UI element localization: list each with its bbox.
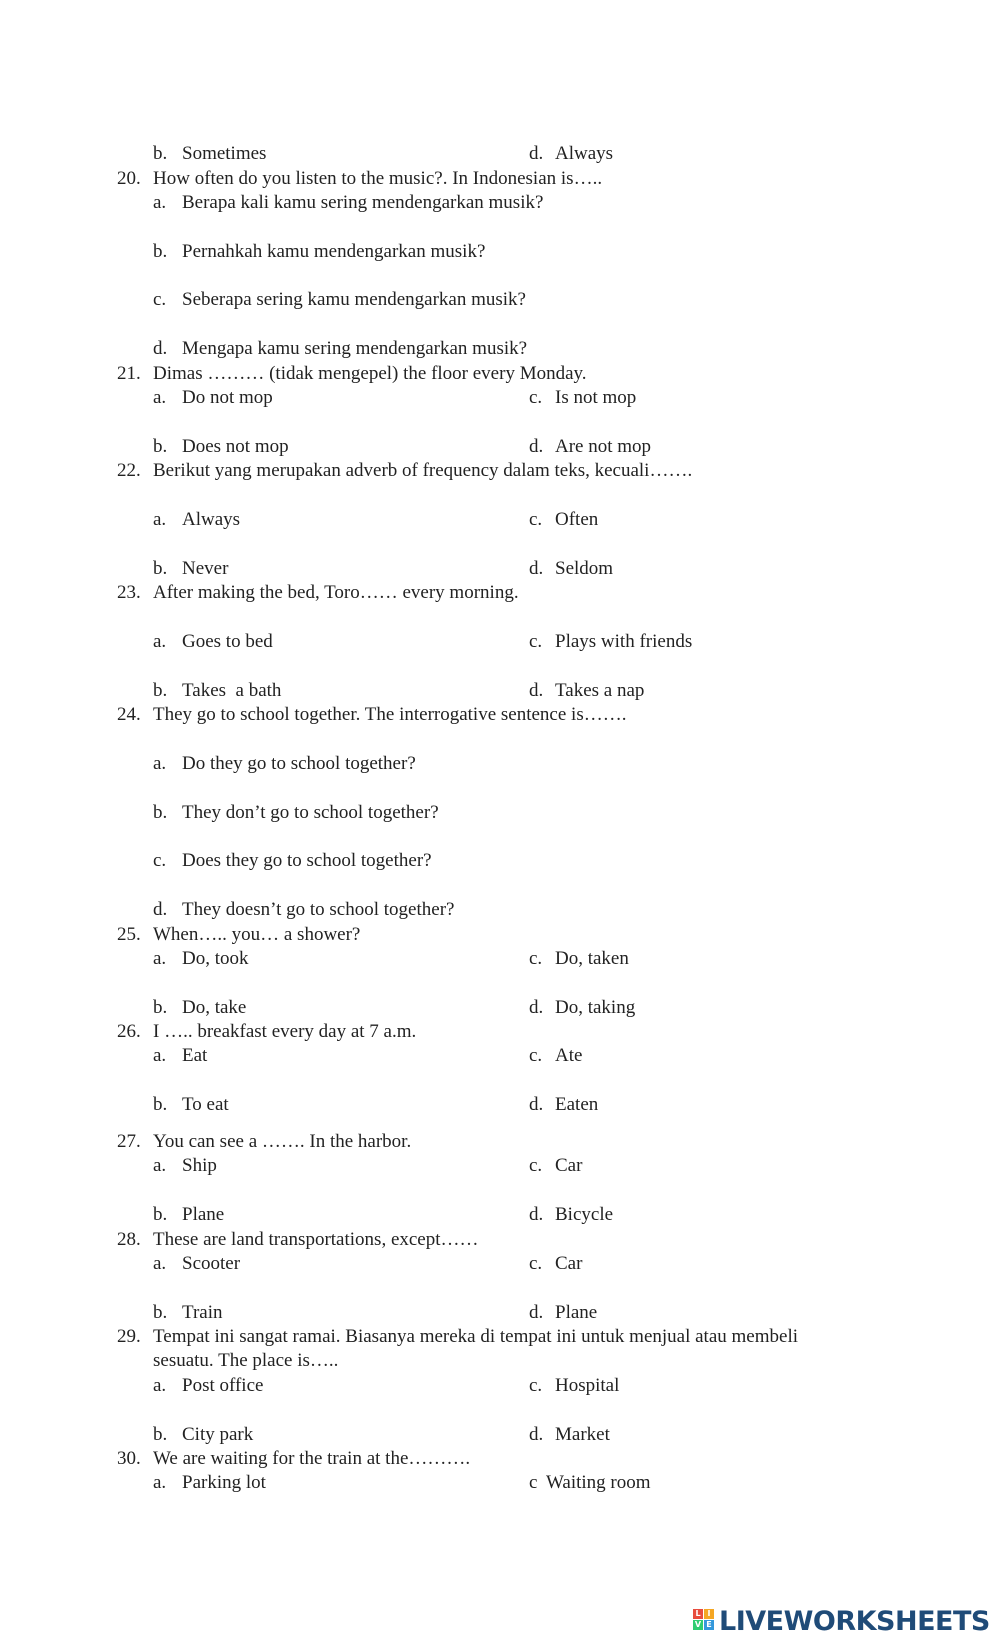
option-text: Do they go to school together? — [182, 753, 416, 774]
option-text: Parking lot — [182, 1472, 266, 1493]
option-text: Do, took — [182, 948, 249, 969]
option-text: Bicycle — [555, 1204, 614, 1225]
question-text: Tempat ini sangat ramai. Biasanya mereka di tempat ini untuk menjual atau membeli — [153, 1326, 798, 1347]
option-text: Train — [182, 1302, 223, 1323]
option-letter: b. — [153, 997, 168, 1018]
option-text: They doesn’t go to school together? — [182, 899, 455, 920]
option-text: Do, taken — [555, 948, 629, 969]
option-text: Do, taking — [555, 997, 636, 1018]
option-letter: b. — [153, 436, 168, 457]
option-text: Are not mop — [555, 436, 652, 457]
option-text: Berapa kali kamu sering mendengarkan musik? — [182, 192, 544, 213]
option-text: Never — [182, 558, 229, 579]
question-text: When….. you… a shower? — [153, 924, 361, 945]
question-number: 29. — [117, 1326, 141, 1347]
option-letter: a. — [153, 1253, 167, 1274]
option-text: Always — [555, 143, 614, 164]
option-text: Does not mop — [182, 436, 289, 457]
option-letter: b. — [153, 241, 168, 262]
question-number: 27. — [117, 1131, 141, 1152]
question-text: I ….. breakfast every day at 7 a.m. — [153, 1021, 417, 1042]
option-letter: a. — [153, 1472, 167, 1493]
question-number: 21. — [117, 363, 141, 384]
logo-mark-letter: I — [704, 1609, 714, 1619]
option-text: Car — [555, 1155, 583, 1176]
option-letter: a. — [153, 1375, 167, 1396]
question-number: 24. — [117, 704, 141, 725]
option-text: Ship — [182, 1155, 217, 1176]
option-letter: d. — [529, 680, 544, 701]
option-text: Eaten — [555, 1094, 599, 1115]
option-text: Car — [555, 1253, 583, 1274]
option-text: Pernahkah kamu mendengarkan musik? — [182, 241, 486, 262]
logo-mark-letter: E — [704, 1620, 714, 1630]
option-text: Plane — [182, 1204, 225, 1225]
option-text: Plane — [555, 1302, 598, 1323]
option-letter: d. — [529, 1094, 544, 1115]
option-text: Market — [555, 1424, 610, 1445]
option-letter: c. — [529, 1253, 543, 1274]
option-text: Is not mop — [555, 387, 637, 408]
option-letter: b. — [153, 143, 168, 164]
option-letter: d. — [529, 436, 544, 457]
option-letter: b. — [153, 1204, 168, 1225]
option-text: Always — [182, 509, 241, 530]
option-letter: b. — [153, 802, 168, 823]
option-letter: a. — [153, 192, 167, 213]
option-text: Often — [555, 509, 599, 530]
question-text: They go to school together. The interrogative sentence is……. — [153, 704, 627, 725]
option-letter: c — [529, 1472, 538, 1493]
option-letter: c. — [529, 1155, 543, 1176]
option-letter: b. — [153, 558, 168, 579]
question-number: 26. — [117, 1021, 141, 1042]
option-text: Eat — [182, 1045, 208, 1066]
option-letter: b. — [153, 1094, 168, 1115]
question-text: We are waiting for the train at the………. — [153, 1448, 471, 1469]
option-letter: c. — [529, 509, 543, 530]
option-text: Ate — [555, 1045, 583, 1066]
option-letter: d. — [529, 1302, 544, 1323]
option-text: Waiting room — [546, 1472, 651, 1493]
option-letter: c. — [529, 387, 543, 408]
option-text: Takes a bath — [182, 680, 282, 701]
option-text: Goes to bed — [182, 631, 273, 652]
question-text: Dimas ……… (tidak mengepel) the floor every Monday. — [153, 363, 587, 384]
option-letter: d. — [529, 558, 544, 579]
option-text: Seldom — [555, 558, 614, 579]
option-text: Do, take — [182, 997, 247, 1018]
logo-mark-icon — [693, 1609, 715, 1633]
option-letter: c. — [529, 631, 543, 652]
question-number: 30. — [117, 1448, 141, 1469]
question-text: You can see a ……. In the harbor. — [153, 1131, 412, 1152]
option-text: They don’t go to school together? — [182, 802, 439, 823]
option-letter: b. — [153, 680, 168, 701]
option-letter: a. — [153, 1155, 167, 1176]
option-letter: c. — [529, 1375, 543, 1396]
option-letter: d. — [529, 1204, 544, 1225]
option-letter: d. — [153, 338, 168, 359]
question-text: How often do you listen to the music?. In Indonesian is….. — [153, 168, 603, 189]
option-letter: a. — [153, 948, 167, 969]
option-text: Do not mop — [182, 387, 273, 408]
option-text: Mengapa kamu sering mendengarkan musik? — [182, 338, 528, 359]
option-text: Sometimes — [182, 143, 267, 164]
option-letter: a. — [153, 1045, 167, 1066]
option-letter: d. — [153, 899, 168, 920]
logo-mark-letter: L — [693, 1609, 703, 1619]
option-letter: a. — [153, 509, 167, 530]
option-letter: d. — [529, 143, 544, 164]
option-text: Takes a nap — [555, 680, 645, 701]
option-letter: b. — [153, 1424, 168, 1445]
liveworksheets-logo[interactable] — [693, 1607, 990, 1635]
option-letter: d. — [529, 1424, 544, 1445]
logo-text: LIVEWORKSHEETS — [719, 1605, 990, 1637]
question-text-continued: sesuatu. The place is….. — [153, 1350, 339, 1371]
option-text: Scooter — [182, 1253, 241, 1274]
question-number: 25. — [117, 924, 141, 945]
option-text: Hospital — [555, 1375, 620, 1396]
question-text: After making the bed, Toro…… every morning. — [153, 582, 519, 603]
option-text: To eat — [182, 1094, 229, 1115]
option-text: Post office — [182, 1375, 264, 1396]
option-letter: d. — [529, 997, 544, 1018]
question-number: 20. — [117, 168, 141, 189]
option-letter: a. — [153, 753, 167, 774]
question-number: 22. — [117, 460, 141, 481]
question-number: 23. — [117, 582, 141, 603]
option-letter: c. — [529, 948, 543, 969]
option-letter: c. — [153, 289, 167, 310]
option-letter: a. — [153, 387, 167, 408]
option-text: City park — [182, 1424, 254, 1445]
option-text: Does they go to school together? — [182, 850, 432, 871]
logo-mark-letter: V — [694, 1620, 702, 1629]
option-text: Plays with friends — [555, 631, 693, 652]
option-letter: c. — [529, 1045, 543, 1066]
option-letter: c. — [153, 850, 167, 871]
option-text: Seberapa sering kamu mendengarkan musik? — [182, 289, 526, 310]
question-text: Berikut yang merupakan adverb of frequency dalam teks, kecuali……. — [153, 460, 693, 481]
option-letter: b. — [153, 1302, 168, 1323]
option-letter: a. — [153, 631, 167, 652]
question-text: These are land transportations, except…… — [153, 1229, 479, 1250]
question-number: 28. — [117, 1229, 141, 1250]
